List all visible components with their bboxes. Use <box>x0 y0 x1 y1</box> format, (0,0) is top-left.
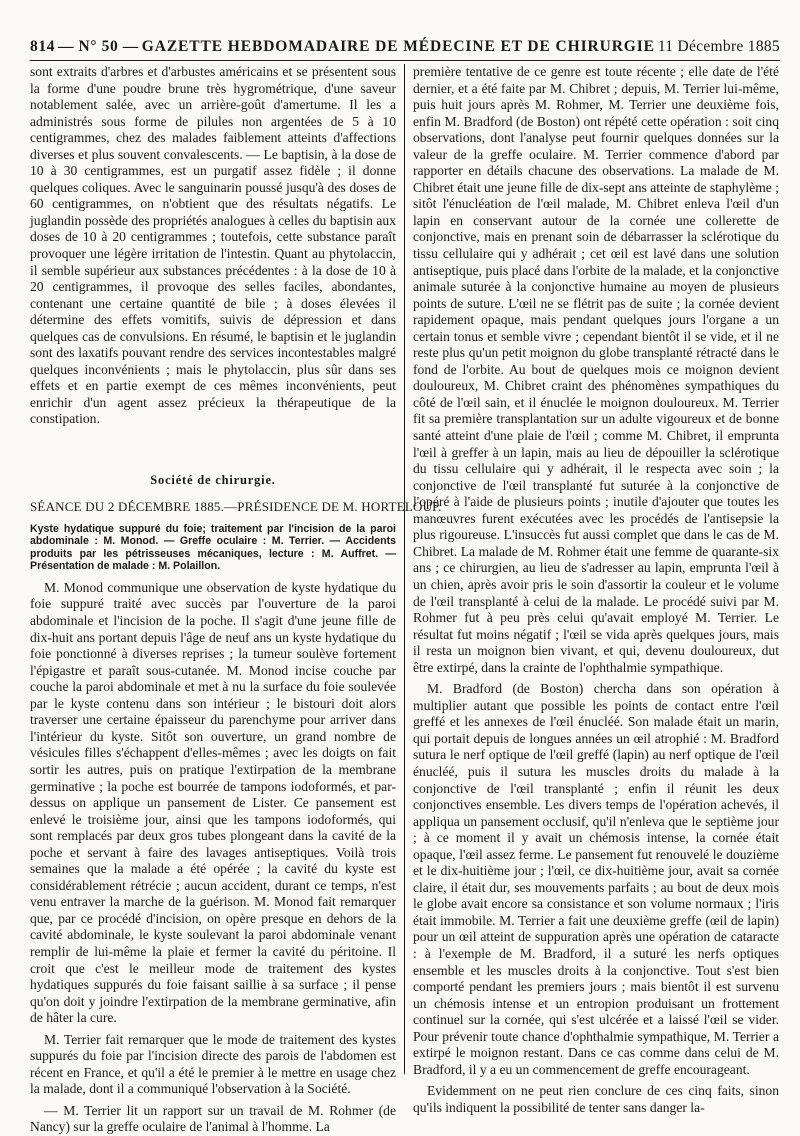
issue-number: — N° 50 — <box>57 38 139 55</box>
session-heading: SÉANCE DU 2 DÉCEMBRE 1885.—PRÉSIDENCE DE M. HORTELOUP. <box>30 498 442 514</box>
issue-date: 11 Décembre 1885 <box>657 38 780 55</box>
journal-title: GAZETTE HEBDOMADAIRE DE MÉDECINE ET DE CHIRURGIE <box>141 38 655 55</box>
bradford-paragraph: M. Bradford (de Boston) chercha dans son opération à multiplier autant que possible les points de contact entre l'œil greffé et les annexes de l'œil énucléé. Son malade était un marin, qui portait depuis de longues années un œil atrophié : M. Bradford sutura le nerf optique de l'œil greffé (lapin) au nerf optique de l'œil énucléé, puis il sutura les muscles droits du malade à la conjonctive de l'œil transplanté ; enfin il réunit les deux conjonctives ensemble. Les divers temps de l'opération achevés, il appliqua un pansement occlusif, qu'il n'enleva que le septième jour ; à ce moment il y avait un chémosis intense, la cornée était opaque, l'œil assez ferme. Le pansement fut renouvelé le douzième et le dix-huitième jour ; l'œil, ce dix-huitième jour, avait sa cornée claire, il était dur, ses mouvements parfaits ; au bout de deux mois le globe avait encore sa consistance et son volume normaux ; l'iris était immobile. M. Terrier a fait une deuxième greffe (œil de lapin) pour un œil atteint de suppuration après une opération de cataracte : à l'exemple de M. Bradford, il a suturé les nerfs optiques ensemble et les muscles droits à la conjonctive. Tout s'est bien comporté pendant les premiers jours ; mais bientôt il est survenu un chémosis intense et un entropion produisant un frottement continuel sur la cornée, qui s'est ulcérée et a laissé l'œil se vider. Pour prévenir toute chance d'ophthalmie sympathique, M. Terrier a extirpé le moignon restant. Dans ce cas comme dans celui de M. Bradford, il y a eu un commencement de greffe encourageant. <box>413 681 779 1077</box>
section-title: Société de chirurgie. <box>150 473 276 488</box>
column-rule <box>404 64 405 1074</box>
left-paragraph-continuation: sont extraits d'arbres et d'arbustes américains et se présentent sous la forme d'une poudre brune très hygrométrique, d'une saveur notablement salée, avec un arrière-goût d'amertume. Il les a administrés sous forme de pilules non argentées de 5 à 10 centigrammes, chez des malades faiblement atteints d'affections diverses et plus souvent convalescents. — Le baptisin, à la dose de 10 à 30 centigrammes, est un purgatif assez fidèle ; il donne quelques coliques. Avec le sanguinarin poussé jusqu'à des doses de 60 centigrammes, on n'obtient que des résultats négatifs. Le juglandin possède des propriétés analogues à celles du baptisin aux doses de 10 à 20 centigrammes ; toutefois, cette substance paraît provoquer une légère irritation de l'intestin. Quant au phytolaccin, il semble supérieur aux substances précédentes : à la dose de 10 à 20 centigrammes, il provoque des selles faciles, abondantes, contenant une certaine quantité de bile ; à doses élevées il détermine des effets vomitifs, suivis de dépression et dans quelques cas de convulsions. En résumé, le baptisin et le juglandin sont des laxatifs pouvant rendre des services incontestables malgré quelques inconvénients ; mais le phytolaccin, plus sûr dans ses effets et en partie exempt de ces mêmes inconvénients, peut enrichir d'un agent assez précieux la thérapeutique de la constipation. <box>30 64 396 427</box>
right-column <box>413 64 779 1115</box>
session-summary: Kyste hydatique suppuré du foie; traitement par l'incision de la paroi abdominale : M. Monod. — Greffe oculaire : M. Terrier. — Accidents produits par les pétrisseuses mécaniques, lecture : M. Auffret. — Présentation de malade : M. Polaillon. <box>30 523 396 572</box>
terrier-report-paragraph: — M. Terrier lit un rapport sur un travail de M. Rohmer (de Nancy) sur la greffe oculaire de l'animal à l'homme. La <box>30 1102 396 1135</box>
header-rule <box>30 60 780 61</box>
running-header <box>30 38 780 56</box>
left-column <box>30 64 442 1135</box>
monod-paragraph: M. Monod communique une observation de kyste hydatique du foie suppuré traité avec succès par l'ouverture de la paroi abdominale et l'incision de la poche. Il s'agit d'une jeune fille de dix-huit ans portant depuis l'âge de neuf ans un kyste hydatique du foie ponctionné à diverses reprises ; la tumeur soulève fortement l'épigastre et paraît sous-cutanée. M. Monod incise couche par couche la paroi abdominale et met à nu la surface du foie soulevée par le kyste contenu dans son intérieur ; le bistouri doit alors traverser une certaine épaisseur du parenchyme pour arriver dans l'intérieur du kyste. Sitôt son ouverture, un grand nombre de vésicules filles s'échappent d'elles-mêmes ; avec les doigts on fait sortir les autres, puis on pratique l'extirpation de la membrane germinative ; la poche est bourrée de tampons iodoformés, et par-dessus on applique un pansement de Lister. Ce pansement est enlevé le troisième jour, ainsi que les tampons iodoformés, qui sont remplacés par deux gros tubes plongeant dans la cavité de la poche et servant à faire des lavages antiseptiques. Voilà trois semaines que la malade a été opérée ; la cavité du kyste est considérablement rétrécie ; aucun accident, durant ce temps, n'est venu entraver la marche de la guérison. M. Monod fait remarquer que, par ce procédé d'incision, on opère presque en dehors de la cavité abdominale, le kyste soulevant la paroi abdominale venant remplir de lui-même la plaie et fermer la cavité du péritoine. Il croit que c'est le meilleur mode de traitement des kystes hydatiques suppurés du foie faisant saillie à sa surface ; il pense qu'on doit y joindre l'extirpation de la membrane germinative, afin de hâter la cure. <box>30 579 396 1026</box>
terrier-remark-paragraph: M. Terrier fait remarquer que le mode de traitement des kystes suppurés du foie par l'incision directe des parois de l'abdomen est récent en France, et qu'il a été le premier à le mettre en usage chez la malade, dont il a communiqué l'observation à la Société. <box>30 1031 396 1097</box>
right-paragraph-continuation: première tentative de ce genre est toute récente ; elle date de l'été dernier, et a été faite par M. Chibret ; depuis, M. Terrier lui-même, puis huit jours après M. Rohmer, M. Terrier une deuxième fois, enfin M. Bradford (de Boston) ont répété cette opération : soit cinq observations, dont l'analyse peut fournir quelques données sur la valeur de la greffe oculaire. M. Terrier commence d'abord par rapporter en détails chacune des observations. La malade de M. Chibret était une jeune fille de dix-sept ans atteinte de staphylème ; sitôt l'énucléation de l'œil malade, M. Chibret enleva l'œil d'un lapin en conservant autour de la cornée une collerette de conjonctive, mais en prenant soin de débarrasser la sclérotique du tissu cellulaire qui y adhérait ; cet œil est lavé dans une solution antiseptique, puis placé dans l'orbite de la malade, et la conjonctive animale suturée à la conjonctive humaine au moyen de plusieurs points de suture. L'œil ne se flétrit pas de suite ; la cornée devient rapidement opaque, mais pendant quelques jours l'organe a un certain tonus et semble vivre ; cependant bientôt il se vide, et il ne reste plus qu'un petit moignon du globe transplanté rétracté dans le fond de l'orbite. Au bout de quelques mois ce moignon devient douloureux, M. Chibret craint des phénomènes sympathiques du côté de l'œil sain, et il énuclée le moignon douloureux. M. Terrier fit sa première transplantation sur un adulte vigoureux et de bonne santé atteint d'une plaie de l'œil ; comme M. Chibret, il emprunta l'œil à greffer à un lapin, mais au lieu de dépouiller la sclérotique du tissu cellulaire qui y adhérait, il le respecta avec soin ; la conjonctive de l'œil transplanté fut suturée à la conjonctive de l'opéré à l'aide de plusieurs points ; inutile d'ajouter que toutes les manœuvres furent exécutées avec les procédés de l'antisepsie la plus rigoureuse. L'insuccès fut aussi complet que dans le cas de M. Chibret. La malade de M. Rohmer était une femme de quarante-six ans ; ce chirurgien, au lieu de s'adresser au lapin, emprunta l'œil à un chien, après avoir pris le soin d'assortir la couleur et le volume de l'œil transplanté à celui de la malade. Le procédé suivi par M. Rohmer fut à peu près celui qu'avait employé M. Terrier. Le résultat fut moins négatif ; l'œil se vida après quelques jours, mais il resta un moignon bien vivant, et qui, devenu douloureux, dut être extirpé, dans la crainte de l'ophthalmie sympathique. <box>413 64 779 675</box>
conclusion-paragraph: Evidemment on ne peut rien conclure de ces cinq faits, sinon qu'ils indiquent la possibilité de tenter sans danger la- <box>413 1083 779 1115</box>
page-number: 814 <box>30 38 56 55</box>
